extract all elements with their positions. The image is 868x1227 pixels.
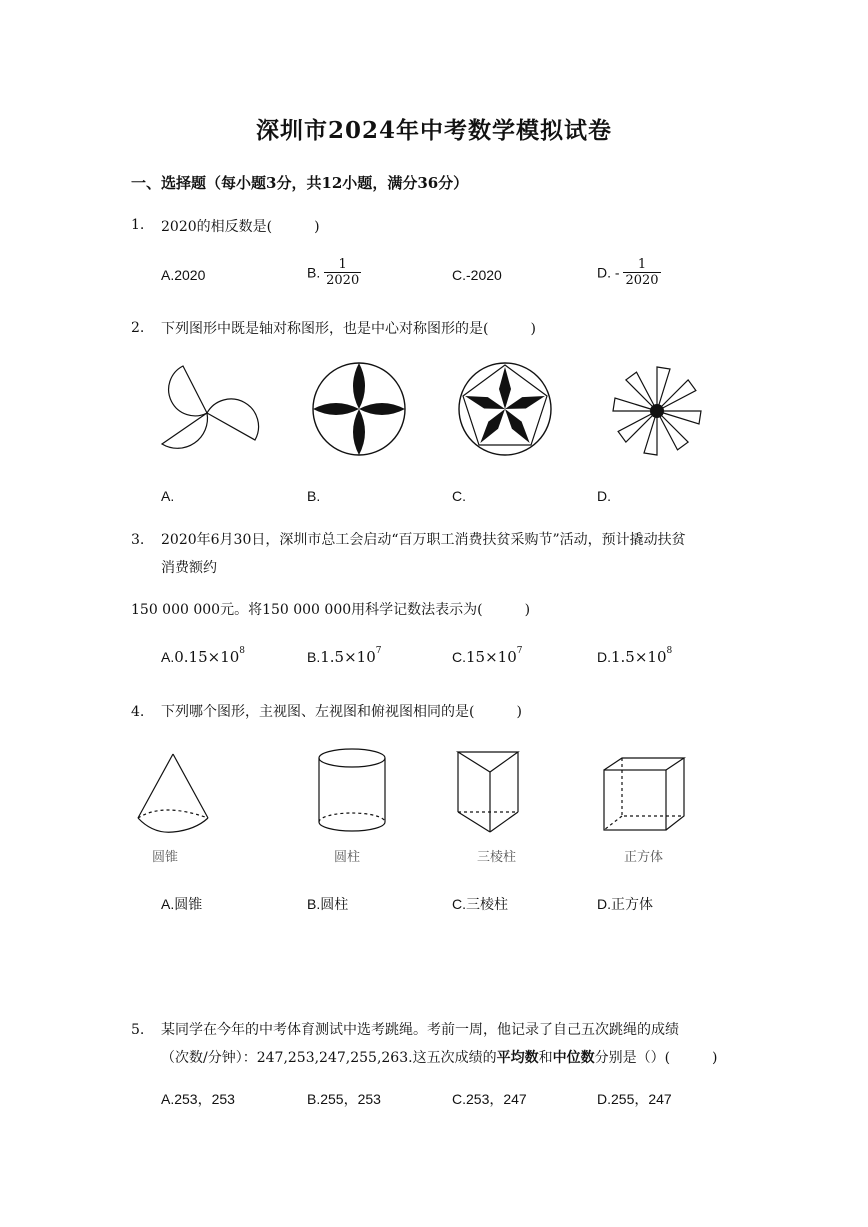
math-base: 0.15×10: [174, 648, 240, 666]
question-3-number: 3.: [131, 532, 145, 548]
question-3-line-3: 150 000 000元。将150 000 000用科学记数法表示为( ): [131, 602, 531, 618]
math-base: 1.5×10: [320, 648, 376, 666]
five-point-star-pentagon-icon: [455, 359, 555, 459]
section-heading: 一、选择题（每小题3分，共12小题，满分36分）: [131, 174, 469, 192]
cube-icon: [600, 754, 690, 834]
question-4-text: 下列哪个图形，主视图、左视图和俯视图相同的是( ): [161, 704, 522, 720]
q5-conjunction: 和: [538, 1050, 553, 1066]
q5-option-d[interactable]: D.255，247: [597, 1091, 672, 1107]
cone-caption: 圆锥: [152, 850, 179, 865]
math-base: 15×10: [466, 648, 517, 666]
option-math: [174, 648, 245, 666]
question-5-line-1: 某同学在今年的中考体育测试中选考跳绳。考前一周，他记录了自己五次跳绳的成绩: [161, 1022, 679, 1038]
question-1-text: 2020的相反数是( ): [161, 219, 320, 235]
option-prefix: A.: [161, 649, 175, 665]
q5-option-c[interactable]: C.253，247: [452, 1091, 527, 1107]
cylinder-caption: 圆柱: [334, 850, 361, 865]
four-petal-circle-icon: [309, 359, 409, 459]
q1-option-c[interactable]: C.-2020: [452, 267, 502, 283]
fraction-numerator: 1: [338, 257, 347, 272]
cone-icon: [133, 750, 213, 838]
page-title: 深圳市2024年中考数学模拟试卷: [255, 117, 612, 144]
q5-emphasis-median: 中位数: [552, 1050, 595, 1066]
q2-option-c[interactable]: C.: [452, 488, 466, 504]
q2-option-b[interactable]: B.: [307, 488, 321, 504]
q1-option-d-prefix: D. -: [597, 264, 620, 281]
q1-option-b[interactable]: [307, 257, 361, 288]
three-blade-fan-icon: [155, 358, 265, 460]
math-exponent: 8: [666, 646, 673, 656]
q2-option-a[interactable]: A.: [161, 488, 175, 504]
cube-caption: 正方体: [624, 850, 664, 865]
q5-option-b[interactable]: B.255，253: [307, 1091, 381, 1107]
q3-option-a[interactable]: [161, 648, 245, 666]
question-3-line-1: 2020年6月30日，深圳市总工会启动“百万职工消费扶贫采购节”活动，预计撬动扶贫: [161, 532, 686, 548]
q1-option-d[interactable]: [597, 257, 661, 288]
question-5-line-2: [161, 1047, 718, 1067]
option-math: [320, 648, 381, 666]
triangular-prism-icon: [452, 748, 524, 836]
q4-option-b[interactable]: B.圆柱: [307, 896, 349, 912]
q3-option-b[interactable]: [307, 648, 381, 666]
math-base: 1.5×10: [611, 648, 667, 666]
q5-emphasis-mean: 平均数: [496, 1050, 539, 1066]
question-2-number: 2.: [131, 320, 145, 336]
q2-option-d[interactable]: D.: [597, 488, 611, 504]
fraction-denominator: 2020: [326, 273, 360, 288]
eight-blade-pinwheel-icon: [604, 357, 714, 465]
q5-line-2-end: 分别是（）( ): [594, 1050, 718, 1066]
q1-option-b-fraction: [324, 257, 361, 288]
q3-option-d[interactable]: [597, 648, 672, 666]
q4-option-a[interactable]: A.圆锥: [161, 896, 203, 912]
option-prefix: C.: [452, 649, 466, 665]
cylinder-icon: [315, 745, 389, 837]
option-math: [466, 648, 522, 666]
question-5-number: 5.: [131, 1022, 145, 1038]
question-2-text: 下列图形中既是轴对称图形，也是中心对称图形的是( ): [161, 321, 536, 337]
math-exponent: 7: [516, 646, 523, 656]
q1-option-d-fraction: [623, 257, 660, 288]
q5-line-2-start: （次数/分钟）：247,253,247,255,263.这五次成绩的: [161, 1050, 497, 1066]
question-4-number: 4.: [131, 704, 145, 720]
q3-option-c[interactable]: [452, 648, 522, 666]
question-3-line-2: 消费额约: [161, 560, 217, 576]
math-exponent: 7: [375, 646, 382, 656]
question-1-number: 1.: [131, 217, 145, 233]
option-prefix: D.: [597, 649, 611, 665]
fraction-denominator: 2020: [625, 273, 659, 288]
q4-option-d[interactable]: D.正方体: [597, 896, 653, 912]
option-prefix: B.: [307, 649, 321, 665]
q1-option-a[interactable]: A.2020: [161, 267, 206, 283]
fraction-numerator: 1: [637, 257, 647, 272]
q5-option-a[interactable]: A.253，253: [161, 1091, 235, 1107]
q4-option-c[interactable]: C.三棱柱: [452, 896, 508, 912]
math-exponent: 8: [239, 646, 246, 656]
option-math: [611, 648, 672, 666]
triangular-prism-caption: 三棱柱: [477, 850, 517, 865]
q1-option-b-prefix: B.: [307, 264, 321, 281]
